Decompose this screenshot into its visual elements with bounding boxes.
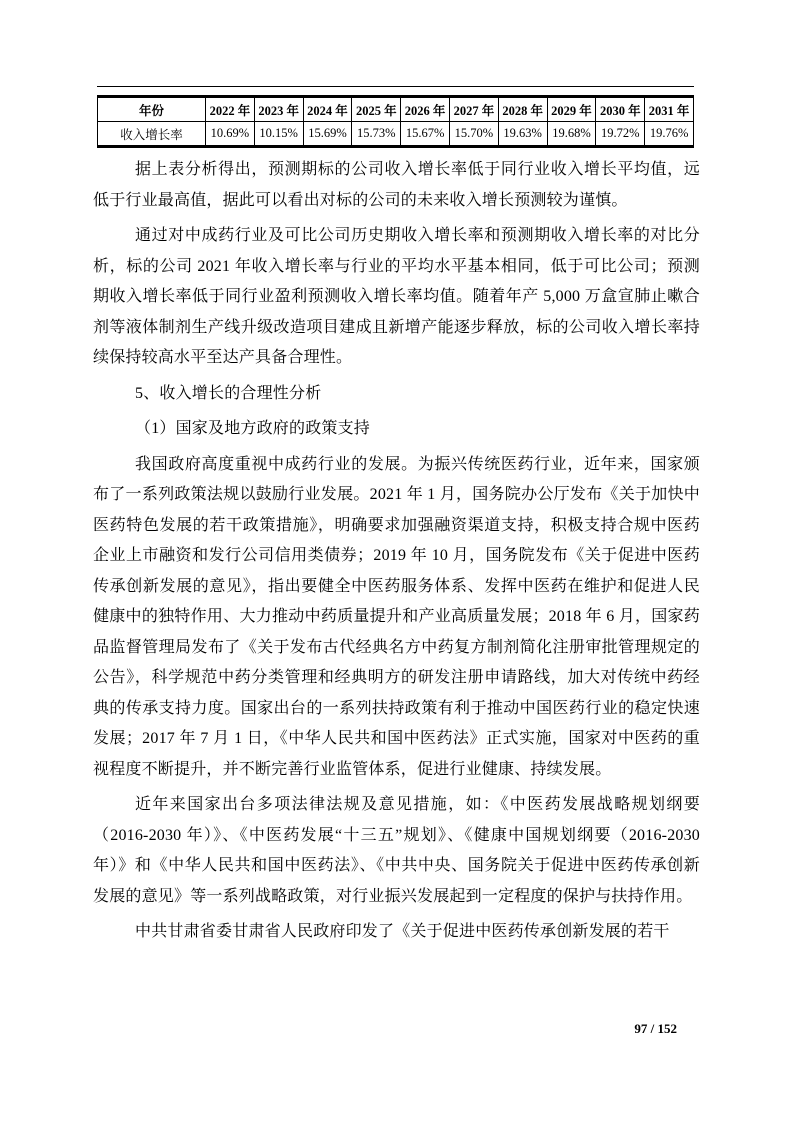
paragraph-analysis-conclusion: 据上表分析得出，预测期标的公司收入增长率低于同行业收入增长平均值，远低于行业最高值，据此可以看出对标的公司的未来收入增长预测较为谨慎。 <box>93 161 700 209</box>
table-row <box>98 122 694 147</box>
table-row-label: 收入增长率 <box>98 122 206 147</box>
paragraph-laws-regulations: 近年来国家出台多项法律法规及意见措施，如：《中医药发展战略规划纲要（2016-2030 年）》、《中医药发展“十三五”规划》、《健康中国规划纲要（2016-2030 年）》和《中华人民共和国中医药法》、《中共中央、国务院关于促进中医药传承创新发展的意见》等一系列战略政策，对行业振兴发展起到一定程度的保护与扶持作用。 <box>93 796 700 905</box>
table-cell: 19.68% <box>547 122 596 147</box>
document-body <box>93 150 700 953</box>
revenue-growth-rate-table <box>97 95 694 148</box>
table-header-cell: 2024 年 <box>303 97 352 122</box>
table-header-row <box>98 97 694 122</box>
table-header-cell: 2028 年 <box>498 97 547 122</box>
table-header-cell: 2027 年 <box>449 97 498 122</box>
table-header-year: 年份 <box>98 97 206 122</box>
table-header-cell: 2023 年 <box>254 97 303 122</box>
paragraph-gansu-policy: 中共甘肃省委甘肃省人民政府印发了《关于促进中医药传承创新发展的若干 <box>135 923 670 940</box>
table-top-rule <box>97 86 694 87</box>
table-header-cell: 2022 年 <box>206 97 255 122</box>
table-cell: 15.70% <box>449 122 498 147</box>
table-cell: 15.67% <box>401 122 450 147</box>
table-cell: 15.73% <box>352 122 401 147</box>
page-number: 97 / 152 <box>634 1021 677 1036</box>
table-header-cell: 2029 年 <box>547 97 596 122</box>
heading-subsection-1: （1）国家及地方政府的政策支持 <box>135 420 371 437</box>
table-header-cell: 2025 年 <box>352 97 401 122</box>
table-cell: 10.69% <box>206 122 255 147</box>
paragraph-national-policy: 我国政府高度重视中成药行业的发展。为振兴传统医药行业，近年来，国家颁布了一系列政策法规以鼓励行业发展。2021 年 1 月，国务院办公厅发布《关于加快中医药特色发展的若干政策措施》，明确要求加强融资渠道支持，积极支持合规中医药企业上市融资和发行公司信用类债券；2019 年 10 月，国务院发布《关于促进中医药传承创新发展的意见》，指出要健全中医药服务体系、发挥中医药在维护和促进人民健康中的独特作用、大力推动中药质量提升和产业高质量发展；2018 年 6 月，国家药品监督管理局发布了《关于发布古代经典名方中药复方制剂简化注册审批管理规定的公告》，科学规范中药分类管理和经典明方的研发注册申请路线，加大对传统中药经典的传承支持力度。国家出台的一系列扶持政策有利于推动中国医药行业的稳定快速发展；2017 年 7 月 1 日，《中华人民共和国中医药法》正式实施，国家对中医药的重视程度不断提升，并不断完善行业监管体系，促进行业健康、持续发展。 <box>93 455 700 778</box>
paragraph-comparison-analysis: 通过对中成药行业及可比公司历史期收入增长率和预测期收入增长率的对比分析，标的公司 2021 年收入增长率与行业的平均水平基本相同，低于可比公司；预测期收入增长率低于同行业盈利预测收入增长率均值。随着年产 5,000 万盒宣肺止嗽合剂等液体制剂生产线升级改造项目建成且新增产能逐步释放，标的公司收入增长率持续保持较高水平至达产具备合理性。 <box>93 227 700 366</box>
table-cell: 19.76% <box>645 122 694 147</box>
table-header-cell: 2026 年 <box>401 97 450 122</box>
table-cell: 10.15% <box>254 122 303 147</box>
table-cell: 19.72% <box>596 122 645 147</box>
table-header-cell: 2031 年 <box>645 97 694 122</box>
table-cell: 19.63% <box>498 122 547 147</box>
table-cell: 15.69% <box>303 122 352 147</box>
heading-section-5: 5、收入增长的合理性分析 <box>135 384 322 402</box>
revenue-growth-table-area <box>97 86 694 148</box>
table-header-cell: 2030 年 <box>596 97 645 122</box>
